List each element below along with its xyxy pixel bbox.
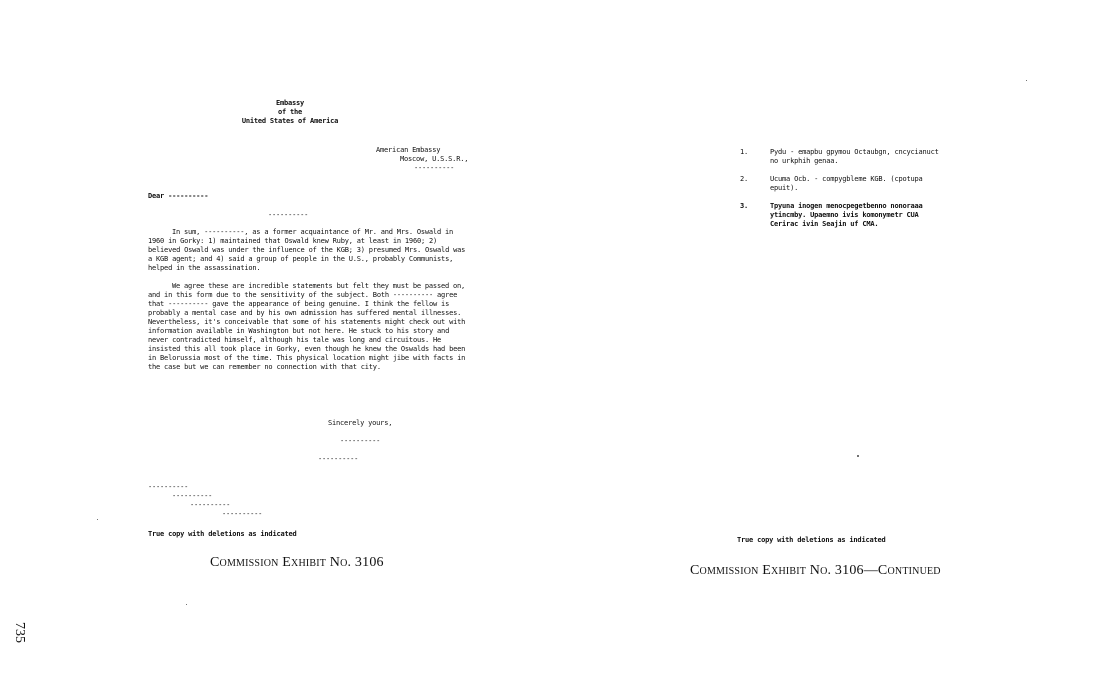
sender-line: ----------	[414, 164, 455, 172]
scan-speck	[857, 455, 859, 457]
item-text: Pydu - emapbu gpymou Octaubgn, cncycianuct no urkphih genaa.	[770, 148, 939, 165]
list-item	[740, 202, 940, 229]
true-copy-note: True copy with deletions as indicated	[737, 536, 886, 544]
sender-line: Moscow, U.S.S.R.,	[400, 155, 469, 163]
letterhead	[230, 99, 350, 126]
scan-speck	[186, 604, 187, 605]
translation-list	[740, 148, 940, 238]
scan-speck	[97, 519, 98, 520]
true-copy-note: True copy with deletions as indicated	[148, 530, 297, 538]
letter-body	[148, 228, 470, 372]
distribution-list	[148, 483, 262, 519]
item-text: Tpyuna inogen menocpegetbenno nonoraaa ytincmby. Upaemno ivis komonymetr CUA Cerirac ivin Seajin uf CMA.	[770, 202, 923, 228]
paragraph-1: In sum, ----------, as a former acquaintance of Mr. and Mrs. Oswald in 1960 in Gorky: 1) maintained that Oswald knew Ruby, at least in 1960; 2) believed Oswald was under the influence of the KGB; 3) presumed Mrs. Oswald was a KGB agent; and 4) said a group of people in the U.S., probably Communists, helped in the assassination.	[148, 228, 466, 272]
list-item	[740, 148, 940, 166]
redacted-line: ----------	[268, 211, 309, 219]
exhibit-caption: Commission Exhibit No. 3106—Continued	[690, 563, 941, 578]
distribution-line: ----------	[148, 483, 189, 491]
page-number: 735	[12, 622, 27, 643]
item-number: 3.	[740, 202, 749, 210]
paragraph-2: We agree these are incredible statements but felt they must be passed on, and in this form due to the sensitivity of the subject. Both ---------- agree that ---------- gave the appearance of being genuine. I think the fellow is probably a mental case and by his own admission has suffered mental illnesses. Nevertheless, it's conceivable that some of his statements might check out with information available in Washington but not here. He stuck to his story and never contradicted himself, although his tale was long and circuitous. He insisted this all took place in Gorky, even though he knew the Oswalds had been in Belorussia most of the time. This physical location might jibe with facts in the case but we can remember no connection with that city.	[148, 282, 466, 371]
sender-block	[376, 146, 486, 173]
closing: Sincerely yours,	[328, 419, 393, 427]
scan-speck	[1026, 80, 1027, 81]
exhibit-caption: Commission Exhibit No. 3106	[210, 555, 384, 570]
distribution-line: ----------	[190, 501, 231, 509]
letterhead-line: of the	[277, 108, 303, 116]
distribution-line: ----------	[172, 492, 213, 500]
item-number: 1.	[740, 148, 749, 156]
signature-line: ----------	[318, 455, 359, 463]
salutation: Dear ----------	[148, 192, 209, 200]
list-item	[740, 175, 940, 193]
letterhead-line: Embassy	[275, 99, 305, 107]
item-number: 2.	[740, 175, 749, 183]
signature-line: ----------	[340, 437, 381, 445]
sender-line: American Embassy	[376, 146, 441, 154]
letterhead-line: United States of America	[241, 117, 339, 125]
distribution-line: ----------	[222, 510, 263, 518]
item-text: Ucuma Ocb. - compygbleme KGB. (cpotupa epuit).	[770, 175, 923, 192]
